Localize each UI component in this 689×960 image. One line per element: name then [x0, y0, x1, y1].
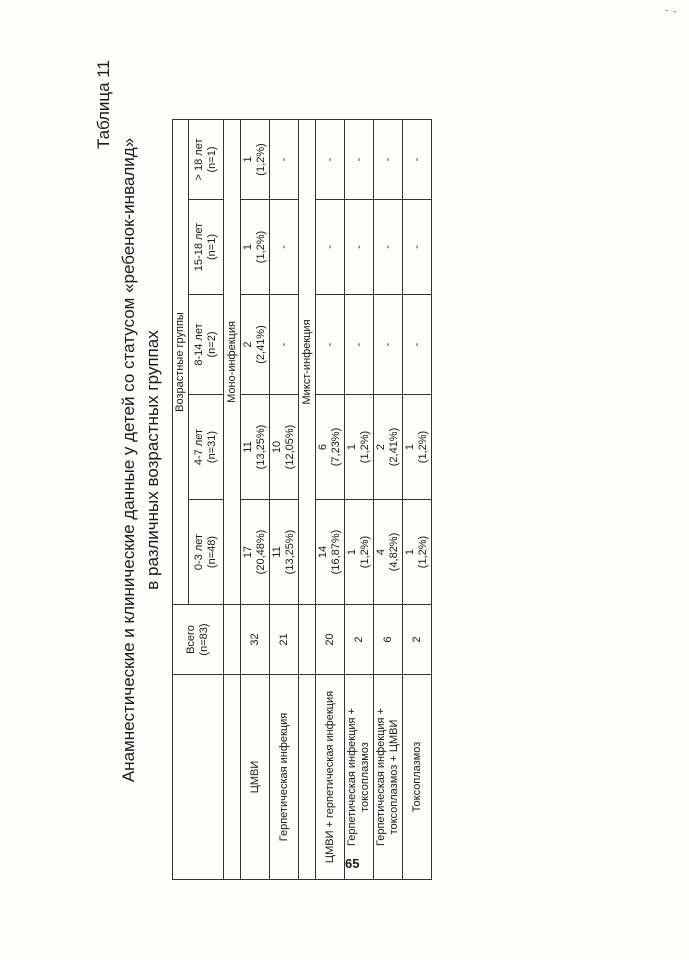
header-age-4-7: 4-7 лет (n=31): [189, 395, 224, 500]
cell-value: 14 (16,87%): [316, 500, 345, 605]
rotated-content: [94, 30, 594, 890]
page-number: 65: [345, 856, 360, 871]
table-row: [403, 119, 432, 879]
cell-value: 1 (1,2%): [241, 119, 270, 199]
cell-value: -: [270, 295, 299, 395]
cell-value: -: [270, 119, 299, 199]
cell-total: 2: [403, 605, 432, 675]
cell-value: 11 (13,25%): [241, 395, 270, 500]
cell-value: 2 (2,41%): [374, 395, 403, 500]
header-age-8-14: 8-14 лет (n=2): [189, 295, 224, 395]
table-title-line2: в различных возрастных группах: [143, 330, 162, 590]
data-table: [172, 119, 432, 880]
cell-value: 4 (4,82%): [374, 500, 403, 605]
section-row-spacer: [224, 605, 241, 675]
cell-value: 1 (1,2%): [403, 395, 432, 500]
row-name: ЦМВИ + герпетическая инфекция: [316, 675, 345, 880]
row-name: ЦМВИ: [241, 675, 270, 880]
cell-value: -: [345, 200, 374, 295]
cell-value: 1 (1,2%): [241, 200, 270, 295]
section-row-spacer: [224, 675, 241, 880]
header-total: Всего (n=83): [173, 605, 224, 675]
table-number: Таблица 11: [94, 60, 113, 150]
cell-value: 17 (20,48%): [241, 500, 270, 605]
cell-total: 20: [316, 605, 345, 675]
cell-value: -: [374, 119, 403, 199]
header-age-0-3: 0-3 лет (n=48): [189, 500, 224, 605]
row-name: Токсоплазмоз: [403, 675, 432, 880]
section-row-spacer: [299, 605, 316, 675]
section-mono-label: Моно-инфекция: [224, 119, 241, 604]
header-age-18plus: > 18 лет (n=1): [189, 119, 224, 199]
cell-total: 32: [241, 605, 270, 675]
cell-value: 2 (2,41%): [241, 295, 270, 395]
cell-value: -: [374, 200, 403, 295]
cell-value: 1 (1,2%): [345, 395, 374, 500]
row-name: Герпетическая инфекция + токсоплазмоз + ЦМВИ: [374, 675, 403, 880]
table-row: [374, 119, 403, 879]
section-row-spacer: [299, 675, 316, 880]
cell-value: -: [316, 119, 345, 199]
table-row: [270, 119, 299, 879]
cell-value: 11 (13,25%): [270, 500, 299, 605]
cell-value: 1 (1,2%): [345, 500, 374, 605]
row-name: Герпетическая инфекция: [270, 675, 299, 880]
table-row: [316, 119, 345, 879]
cell-value: -: [316, 295, 345, 395]
cell-value: 6 (7,23%): [316, 395, 345, 500]
table-row: [241, 119, 270, 879]
scan-speck: [674, 11, 676, 12]
cell-total: 6: [374, 605, 403, 675]
scan-speck: [666, 10, 668, 11]
section-mixed-label: Микст-инфекция: [299, 119, 316, 604]
header-age-15-18: 15-18 лет (n=1): [189, 200, 224, 295]
cell-value: -: [316, 200, 345, 295]
table-title-line1: Анамнестические и клинические данные у детей со статусом «ребенок-инвалид»: [119, 137, 138, 783]
cell-total: 21: [270, 605, 299, 675]
cell-total: 2: [345, 605, 374, 675]
cell-value: -: [345, 295, 374, 395]
cell-value: -: [403, 295, 432, 395]
cell-value: -: [403, 200, 432, 295]
cell-value: -: [345, 119, 374, 199]
row-name: Герпетическая инфекция + токсоплазмоз: [345, 675, 374, 880]
cell-value: -: [374, 295, 403, 395]
cell-value: -: [270, 200, 299, 295]
cell-value: 10 (12,05%): [270, 395, 299, 500]
header-corner: [173, 675, 224, 880]
header-age-groups: Возрастные группы: [173, 119, 189, 604]
table-row: [345, 119, 374, 879]
cell-value: -: [403, 119, 432, 199]
cell-value: 1 (1,2%): [403, 500, 432, 605]
